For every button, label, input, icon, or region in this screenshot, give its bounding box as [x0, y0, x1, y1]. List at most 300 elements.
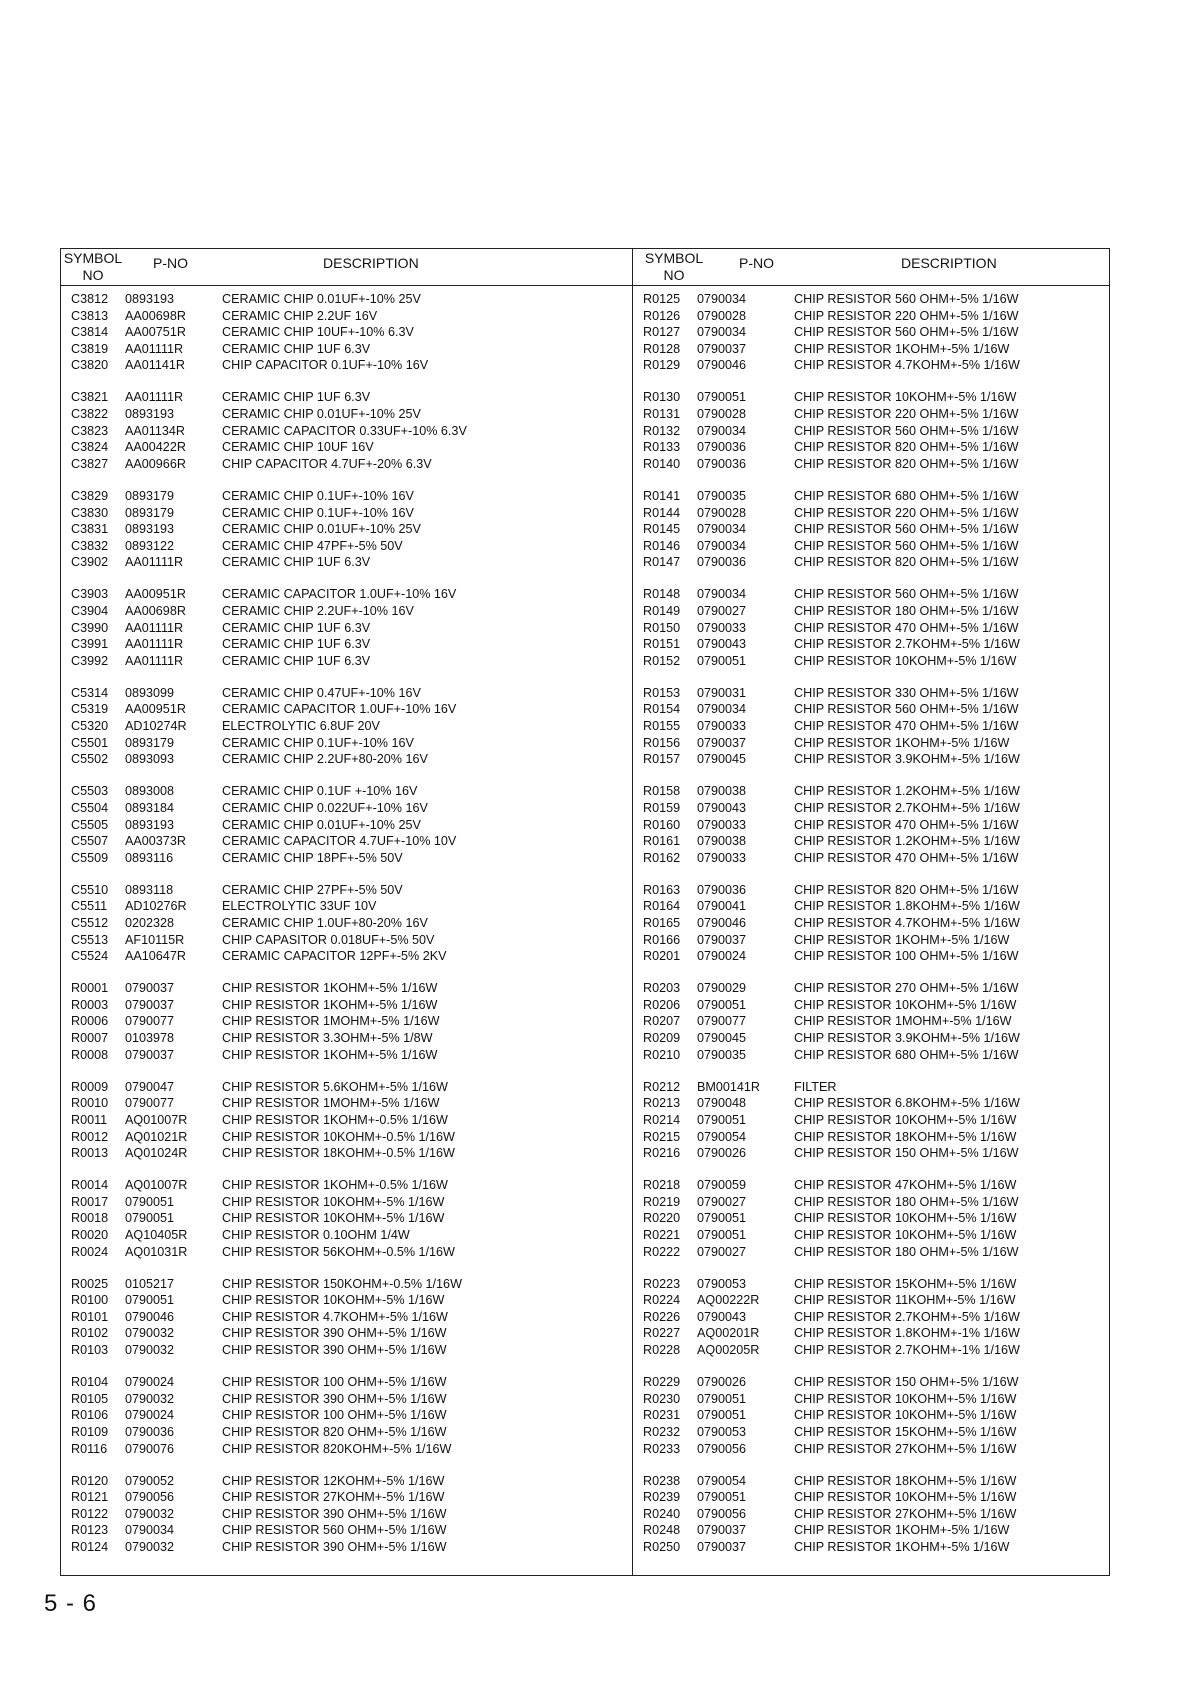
- parts-group: [61, 1079, 632, 1162]
- parts-row: [633, 1244, 1109, 1261]
- symbol-no-cell: R0220: [643, 1211, 681, 1226]
- symbol-no-cell: R0214: [643, 1112, 681, 1127]
- description-cell: CHIP RESISTOR 100 OHM+-5% 1/16W: [222, 1408, 447, 1423]
- description-cell: CHIP RESISTOR 12KOHM+-5% 1/16W: [222, 1473, 445, 1488]
- parts-row: [61, 653, 632, 670]
- part-number-cell: 0790032: [125, 1506, 175, 1521]
- symbol-no-cell: R0155: [643, 719, 681, 734]
- parts-row: [61, 685, 632, 702]
- symbol-no-cell: C3822: [71, 407, 109, 422]
- parts-row: [61, 1177, 632, 1194]
- description-cell: CHIP RESISTOR 560 OHM+-5% 1/16W: [794, 702, 1019, 717]
- description-cell: CERAMIC CHIP 1UF 6.3V: [222, 653, 371, 668]
- part-number-cell: 0790037: [125, 997, 175, 1012]
- symbol-no-cell: R0109: [71, 1424, 109, 1439]
- parts-row: [633, 1407, 1109, 1424]
- parts-row: [61, 1342, 632, 1359]
- part-number-cell: 0893184: [125, 800, 175, 815]
- symbol-no-cell: C3823: [71, 423, 109, 438]
- description-cell: CHIP RESISTOR 820 OHM+-5% 1/16W: [794, 456, 1019, 471]
- symbol-no-cell: C5509: [71, 850, 109, 865]
- symbol-no-cell: R0239: [643, 1490, 681, 1505]
- parts-group: [633, 1079, 1109, 1162]
- parts-row: [61, 324, 632, 341]
- parts-row: [633, 439, 1109, 456]
- description-cell: CHIP RESISTOR 330 OHM+-5% 1/16W: [794, 685, 1019, 700]
- description-cell: CHIP RESISTOR 10KOHM+-5% 1/16W: [794, 1211, 1017, 1226]
- parts-row: [61, 1276, 632, 1293]
- parts-group: [633, 1276, 1109, 1359]
- symbol-no-cell: R0106: [71, 1408, 109, 1423]
- parts-row: [633, 1325, 1109, 1342]
- symbol-no-cell: R0024: [71, 1244, 109, 1259]
- part-number-cell: AA00373R: [125, 834, 186, 849]
- parts-row: [633, 948, 1109, 965]
- symbol-no-cell: R0121: [71, 1490, 109, 1505]
- part-number-cell: 0790027: [697, 1244, 747, 1259]
- parts-row: [633, 1276, 1109, 1293]
- part-number-cell: 0790036: [697, 440, 747, 455]
- symbol-no-cell: C3820: [71, 358, 109, 373]
- description-cell: CHIP RESISTOR 3.3OHM+-5% 1/8W: [222, 1031, 433, 1046]
- symbol-no-cell: R0130: [643, 390, 681, 405]
- description-cell: CHIP RESISTOR 1.2KOHM+-5% 1/16W: [794, 784, 1020, 799]
- description-cell: CHIP RESISTOR 560 OHM+-5% 1/16W: [794, 522, 1019, 537]
- part-number-cell: AA01111R: [125, 653, 184, 668]
- part-number-cell: 0790046: [697, 916, 747, 930]
- description-cell: CERAMIC CHIP 1UF 6.3V: [222, 620, 371, 635]
- parts-group: [61, 882, 632, 965]
- symbol-no-cell: R0158: [643, 784, 681, 799]
- parts-row: [61, 1407, 632, 1424]
- parts-row: [633, 915, 1109, 932]
- symbol-no-cell: R0150: [643, 620, 681, 635]
- part-number-cell: 0790032: [125, 1326, 175, 1341]
- symbol-no-cell: R0213: [643, 1096, 681, 1111]
- parts-row: [633, 357, 1109, 374]
- part-number-cell: 0790036: [697, 882, 747, 897]
- part-number-cell: 0202328: [125, 916, 175, 930]
- part-number-cell: AA00951R: [125, 587, 186, 602]
- description-cell: CHIP RESISTOR 10KOHM+-5% 1/16W: [222, 1211, 445, 1226]
- parts-row: [633, 324, 1109, 341]
- symbol-no-cell: R0010: [71, 1096, 109, 1111]
- symbol-no-cell: C3990: [71, 620, 109, 635]
- parts-row: [61, 554, 632, 571]
- parts-row: [61, 488, 632, 505]
- description-cell: CHIP RESISTOR 1KOHM+-5% 1/16W: [794, 735, 1010, 750]
- part-number-cell: 0790051: [697, 1211, 747, 1226]
- no-header-text: NO: [82, 267, 104, 283]
- symbol-no-cell: R0101: [71, 1309, 109, 1324]
- part-number-cell: 0790056: [697, 1506, 747, 1521]
- description-cell: CHIP RESISTOR 4.7KOHM+-5% 1/16W: [222, 1309, 448, 1324]
- description-cell: CHIP RESISTOR 470 OHM+-5% 1/16W: [794, 719, 1019, 734]
- header-rule: [61, 285, 1109, 286]
- description-cell: CHIP RESISTOR 1KOHM+-0.5% 1/16W: [222, 1178, 448, 1193]
- parts-row: [61, 833, 632, 850]
- description-cell: CHIP RESISTOR 15KOHM+-5% 1/16W: [794, 1424, 1017, 1439]
- part-number-cell: 0790032: [125, 1540, 175, 1554]
- description-cell: CERAMIC CHIP 10UF+-10% 6.3V: [222, 325, 414, 340]
- symbol-no-cell: R0161: [643, 834, 681, 849]
- description-cell: ELECTROLYTIC 6.8UF 20V: [222, 719, 380, 734]
- part-number-cell: 0790051: [697, 997, 747, 1012]
- part-number-cell: 0790034: [125, 1523, 175, 1538]
- description-cell: CERAMIC CHIP 2.2UF 16V: [222, 308, 378, 323]
- symbol-no-cell: R0240: [643, 1506, 681, 1521]
- part-number-cell: AA00698R: [125, 604, 186, 618]
- symbol-no-cell: R0151: [643, 637, 681, 652]
- part-number-cell: 0893193: [125, 522, 175, 537]
- parts-row: [61, 817, 632, 834]
- part-number-cell: 0790053: [697, 1276, 747, 1291]
- description-cell: CERAMIC CHIP 0.1UF+-10% 16V: [222, 488, 414, 503]
- part-number-cell: 0790077: [125, 1014, 175, 1029]
- part-number-cell: 0790048: [697, 1096, 747, 1111]
- description-cell: CERAMIC CHIP 1UF 6.3V: [222, 637, 371, 652]
- part-number-cell: 0790045: [697, 752, 747, 767]
- parts-row: [633, 685, 1109, 702]
- parts-row: [633, 389, 1109, 406]
- parts-row: [61, 915, 632, 932]
- symbol-no-cell: C5512: [71, 916, 109, 930]
- symbol-no-cell: R0141: [643, 488, 681, 503]
- description-cell: CHIP RESISTOR 10KOHM+-5% 1/16W: [794, 1228, 1017, 1242]
- description-cell: CHIP RESISTOR 4.7KOHM+-5% 1/16W: [794, 916, 1020, 930]
- parts-row: [61, 1374, 632, 1391]
- parts-row: [61, 1292, 632, 1309]
- part-number-cell: 0103978: [125, 1031, 175, 1046]
- parts-group: [61, 1473, 632, 1556]
- symbol-no-cell: R0224: [643, 1293, 681, 1308]
- symbol-no-cell: R0221: [643, 1228, 681, 1242]
- symbol-no-cell: R0003: [71, 997, 109, 1012]
- part-number-cell: 0790024: [125, 1375, 175, 1390]
- symbol-no-cell: C3830: [71, 505, 109, 520]
- description-cell: CERAMIC CHIP 0.1UF +-10% 16V: [222, 784, 418, 799]
- symbol-no-cell: C5320: [71, 719, 109, 734]
- symbol-no-cell: C5524: [71, 949, 109, 964]
- parts-row: [61, 1489, 632, 1506]
- description-cell: CHIP RESISTOR 18KOHM+-5% 1/16W: [794, 1473, 1017, 1488]
- description-cell: CHIP RESISTOR 18KOHM+-0.5% 1/16W: [222, 1146, 455, 1161]
- parts-row: [61, 882, 632, 899]
- part-number-cell: AA01141R: [125, 358, 185, 373]
- description-cell: CHIP RESISTOR 10KOHM+-5% 1/16W: [222, 1293, 445, 1308]
- symbol-no-cell: C5507: [71, 834, 109, 849]
- part-number-cell: 0893122: [125, 538, 175, 553]
- part-number-cell: 0790043: [697, 1309, 747, 1324]
- description-cell: CHIP RESISTOR 27KOHM+-5% 1/16W: [794, 1506, 1017, 1521]
- parts-row: [61, 932, 632, 949]
- part-number-cell: 0790034: [697, 538, 747, 553]
- symbol-no-cell: R0229: [643, 1375, 681, 1390]
- parts-group: [633, 488, 1109, 571]
- description-cell: CERAMIC CHIP 0.01UF+-10% 25V: [222, 817, 421, 832]
- description-cell: CHIP RESISTOR 150 OHM+-5% 1/16W: [794, 1375, 1019, 1390]
- parts-row: [61, 1244, 632, 1261]
- description-cell: CERAMIC CAPACITOR 1.0UF+-10% 16V: [222, 702, 457, 717]
- parts-row: [61, 735, 632, 752]
- symbol-no-cell: R0014: [71, 1178, 109, 1193]
- symbol-no-cell: R0144: [643, 505, 681, 520]
- symbol-no-cell: R0228: [643, 1343, 681, 1358]
- part-number-cell: BM00141R: [697, 1079, 761, 1094]
- parts-row: [633, 1309, 1109, 1326]
- symbol-no-cell: R0156: [643, 735, 681, 750]
- description-cell: CHIP RESISTOR 180 OHM+-5% 1/16W: [794, 604, 1019, 618]
- description-cell: CHIP RESISTOR 180 OHM+-5% 1/16W: [794, 1244, 1019, 1259]
- description-cell: CHIP RESISTOR 2.7KOHM+-5% 1/16W: [794, 1309, 1020, 1324]
- part-number-cell: 0790034: [697, 292, 747, 306]
- part-number-cell: 0790032: [125, 1391, 175, 1406]
- parts-row: [633, 1210, 1109, 1227]
- parts-row: [61, 1424, 632, 1441]
- part-number-cell: 0893193: [125, 407, 175, 422]
- description-cell: CHIP RESISTOR 100 OHM+-5% 1/16W: [222, 1375, 447, 1390]
- description-cell: CERAMIC CHIP 47PF+-5% 50V: [222, 538, 403, 553]
- parts-row: [633, 1441, 1109, 1458]
- symbol-no-cell: R0201: [643, 949, 681, 964]
- symbol-no-cell: C3821: [71, 390, 109, 405]
- symbol-no-cell: R0216: [643, 1146, 681, 1161]
- symbol-no-cell: R0223: [643, 1276, 681, 1291]
- parts-row: [61, 1309, 632, 1326]
- symbol-no-cell: R0100: [71, 1293, 109, 1308]
- part-number-cell: 0790037: [697, 735, 747, 750]
- part-number-cell: 0790031: [697, 685, 747, 700]
- parts-row: [61, 456, 632, 473]
- symbol-no-cell: C3904: [71, 604, 109, 618]
- part-number-cell: AA01111R: [125, 620, 184, 635]
- parts-row: [61, 948, 632, 965]
- parts-row: [61, 1325, 632, 1342]
- description-header-right: DESCRIPTION: [901, 255, 997, 271]
- part-number-cell: 0790033: [697, 620, 747, 635]
- symbol-no-cell: R0232: [643, 1424, 681, 1439]
- symbol-no-cell: R0250: [643, 1540, 681, 1554]
- part-number-cell: 0790051: [125, 1211, 175, 1226]
- symbol-no-cell: R0129: [643, 358, 681, 373]
- parts-row: [633, 833, 1109, 850]
- symbol-no-cell: C3819: [71, 341, 109, 356]
- part-number-cell: AF10115R: [125, 932, 185, 947]
- description-cell: CHIP CAPACITOR 4.7UF+-20% 6.3V: [222, 456, 432, 471]
- description-cell: CHIP RESISTOR 470 OHM+-5% 1/16W: [794, 620, 1019, 635]
- description-cell: CHIP RESISTOR 1.2KOHM+-5% 1/16W: [794, 834, 1020, 849]
- part-number-cell: 0790051: [697, 1112, 747, 1127]
- parts-group: [61, 980, 632, 1063]
- description-cell: CERAMIC CAPACITOR 0.33UF+-10% 6.3V: [222, 423, 467, 438]
- part-number-cell: AA10647R: [125, 949, 186, 964]
- parts-row: [633, 341, 1109, 358]
- symbol-no-cell: R0131: [643, 407, 681, 422]
- description-cell: CHIP RESISTOR 10KOHM+-5% 1/16W: [794, 1490, 1017, 1505]
- description-cell: CHIP RESISTOR 10KOHM+-5% 1/16W: [794, 1112, 1017, 1127]
- part-number-cell: AA01111R: [125, 390, 184, 405]
- description-cell: CHIP CAPASITOR 0.018UF+-5% 50V: [222, 932, 435, 947]
- description-cell: CHIP RESISTOR 1.8KOHM+-5% 1/16W: [794, 899, 1020, 914]
- part-number-cell: 0790034: [697, 522, 747, 537]
- description-cell: CHIP RESISTOR 270 OHM+-5% 1/16W: [794, 981, 1019, 996]
- part-number-cell: 0790033: [697, 817, 747, 832]
- symbol-no-cell: R0007: [71, 1031, 109, 1046]
- symbol-no-cell: R0248: [643, 1523, 681, 1538]
- parts-row: [633, 505, 1109, 522]
- parts-list-table: [60, 248, 1110, 1576]
- description-cell: CHIP RESISTOR 560 OHM+-5% 1/16W: [222, 1523, 447, 1538]
- symbol-no-cell: C3824: [71, 440, 109, 455]
- description-header-left: DESCRIPTION: [323, 255, 419, 271]
- parts-row: [633, 1424, 1109, 1441]
- parts-row: [633, 1079, 1109, 1096]
- symbol-no-cell: C3812: [71, 292, 109, 306]
- parts-row: [61, 718, 632, 735]
- symbol-no-cell: R0212: [643, 1079, 681, 1094]
- symbol-no-cell: C3831: [71, 522, 109, 537]
- description-cell: CHIP RESISTOR 1KOHM+-5% 1/16W: [794, 1523, 1010, 1538]
- parts-row: [633, 1342, 1109, 1359]
- part-number-cell: 0893008: [125, 784, 175, 799]
- description-cell: CHIP RESISTOR 560 OHM+-5% 1/16W: [794, 292, 1019, 306]
- symbol-no-cell: R0116: [71, 1441, 108, 1456]
- part-number-cell: 0790051: [697, 1228, 747, 1242]
- description-cell: CHIP RESISTOR 390 OHM+-5% 1/16W: [222, 1506, 447, 1521]
- symbol-no-cell: C5503: [71, 784, 109, 799]
- parts-row: [61, 1441, 632, 1458]
- parts-row: [633, 980, 1109, 997]
- symbol-no-cell: R0128: [643, 341, 681, 356]
- description-cell: CHIP RESISTOR 2.7KOHM+-5% 1/16W: [794, 637, 1020, 652]
- parts-row: [633, 1145, 1109, 1162]
- parts-group: [61, 783, 632, 866]
- description-cell: CERAMIC CHIP 18PF+-5% 50V: [222, 850, 403, 865]
- symbol-no-header-left: [63, 250, 123, 284]
- part-number-cell: AA01111R: [125, 637, 184, 652]
- part-number-cell: 0790026: [697, 1375, 747, 1390]
- description-cell: CERAMIC CAPACITOR 4.7UF+-10% 10V: [222, 834, 457, 849]
- parts-row: [633, 1047, 1109, 1064]
- parts-row: [633, 1095, 1109, 1112]
- description-cell: CHIP RESISTOR 220 OHM+-5% 1/16W: [794, 308, 1019, 323]
- symbol-no-cell: R0011: [71, 1112, 108, 1127]
- parts-row: [61, 800, 632, 817]
- parts-group: [633, 291, 1109, 374]
- parts-row: [633, 423, 1109, 440]
- parts-row: [633, 1112, 1109, 1129]
- symbol-no-cell: R0009: [71, 1079, 109, 1094]
- description-cell: CHIP RESISTOR 820 OHM+-5% 1/16W: [794, 882, 1019, 897]
- symbol-no-cell: R0160: [643, 817, 681, 832]
- parts-row: [61, 1391, 632, 1408]
- part-number-cell: 0893116: [125, 850, 174, 865]
- description-cell: CERAMIC CHIP 0.01UF+-10% 25V: [222, 522, 421, 537]
- description-cell: CERAMIC CHIP 1UF 6.3V: [222, 555, 371, 570]
- symbol-no-cell: R0226: [643, 1309, 681, 1324]
- symbol-no-cell: R0164: [643, 899, 681, 914]
- parts-row: [61, 898, 632, 915]
- parts-row: [633, 521, 1109, 538]
- parts-row: [61, 1539, 632, 1556]
- symbol-no-cell: C3991: [71, 637, 109, 652]
- part-number-cell: 0790051: [125, 1194, 175, 1209]
- description-cell: CERAMIC CAPACITOR 1.0UF+-10% 16V: [222, 587, 457, 602]
- parts-row: [61, 1013, 632, 1030]
- symbol-no-cell: R0103: [71, 1343, 109, 1358]
- symbol-no-cell: R0105: [71, 1391, 109, 1406]
- symbol-no-cell: C5505: [71, 817, 109, 832]
- parts-row: [61, 1522, 632, 1539]
- parts-row: [633, 783, 1109, 800]
- part-number-cell: 0105217: [125, 1276, 175, 1291]
- parts-row: [633, 850, 1109, 867]
- pno-header-right: P-NO: [739, 255, 774, 271]
- parts-group: [633, 685, 1109, 768]
- description-cell: CHIP RESISTOR 180 OHM+-5% 1/16W: [794, 1194, 1019, 1209]
- parts-row: [61, 521, 632, 538]
- part-number-cell: 0893193: [125, 817, 175, 832]
- description-cell: CHIP RESISTOR 560 OHM+-5% 1/16W: [794, 538, 1019, 553]
- description-cell: CERAMIC CHIP 1UF 6.3V: [222, 341, 371, 356]
- part-number-cell: AA01134R: [125, 423, 185, 438]
- symbol-no-cell: R0162: [643, 850, 681, 865]
- parts-row: [61, 1030, 632, 1047]
- symbol-no-cell: R0140: [643, 456, 681, 471]
- symbol-no-cell: R0215: [643, 1129, 681, 1144]
- parts-row: [633, 882, 1109, 899]
- parts-row: [633, 308, 1109, 325]
- part-number-cell: AQ00222R: [697, 1293, 760, 1308]
- description-cell: CHIP RESISTOR 11KOHM+-5% 1/16W: [794, 1293, 1016, 1308]
- description-cell: CERAMIC CHIP 2.2UF+-10% 16V: [222, 604, 414, 618]
- symbol-no-cell: C5314: [71, 685, 109, 700]
- description-cell: CHIP RESISTOR 560 OHM+-5% 1/16W: [794, 325, 1019, 340]
- part-number-cell: 0790037: [697, 1540, 747, 1554]
- description-cell: CHIP RESISTOR 5.6KOHM+-5% 1/16W: [222, 1079, 448, 1094]
- parts-row: [61, 751, 632, 768]
- symbol-no-cell: C3827: [71, 456, 109, 471]
- part-number-cell: AQ01007R: [125, 1112, 188, 1127]
- part-number-cell: 0790043: [697, 637, 747, 652]
- parts-row: [633, 1030, 1109, 1047]
- parts-row: [633, 456, 1109, 473]
- parts-row: [61, 850, 632, 867]
- symbol-no-cell: R0013: [71, 1146, 109, 1161]
- symbol-no-cell: R0006: [71, 1014, 109, 1029]
- symbol-no-cell: R0207: [643, 1014, 681, 1029]
- symbol-no-cell: C3902: [71, 555, 109, 570]
- symbol-no-cell: R0012: [71, 1129, 109, 1144]
- parts-group: [61, 586, 632, 669]
- part-number-cell: 0790024: [125, 1408, 175, 1423]
- symbol-no-cell: R0008: [71, 1047, 109, 1062]
- part-number-cell: 0893099: [125, 685, 175, 700]
- symbol-no-cell: R0132: [643, 423, 681, 438]
- parts-group: [633, 586, 1109, 669]
- symbol-no-cell: C5501: [71, 735, 109, 750]
- part-number-cell: 0790035: [697, 488, 747, 503]
- part-number-cell: AQ01007R: [125, 1178, 188, 1193]
- description-cell: CHIP RESISTOR 150 OHM+-5% 1/16W: [794, 1146, 1019, 1161]
- symbol-no-cell: R0218: [643, 1178, 681, 1193]
- parts-group: [633, 882, 1109, 965]
- description-cell: CHIP RESISTOR 2.7KOHM+-1% 1/16W: [794, 1343, 1020, 1358]
- parts-row: [61, 701, 632, 718]
- symbol-no-cell: R0147: [643, 555, 681, 570]
- part-number-cell: 0790028: [697, 308, 747, 323]
- description-cell: CHIP RESISTOR 680 OHM+-5% 1/16W: [794, 488, 1019, 503]
